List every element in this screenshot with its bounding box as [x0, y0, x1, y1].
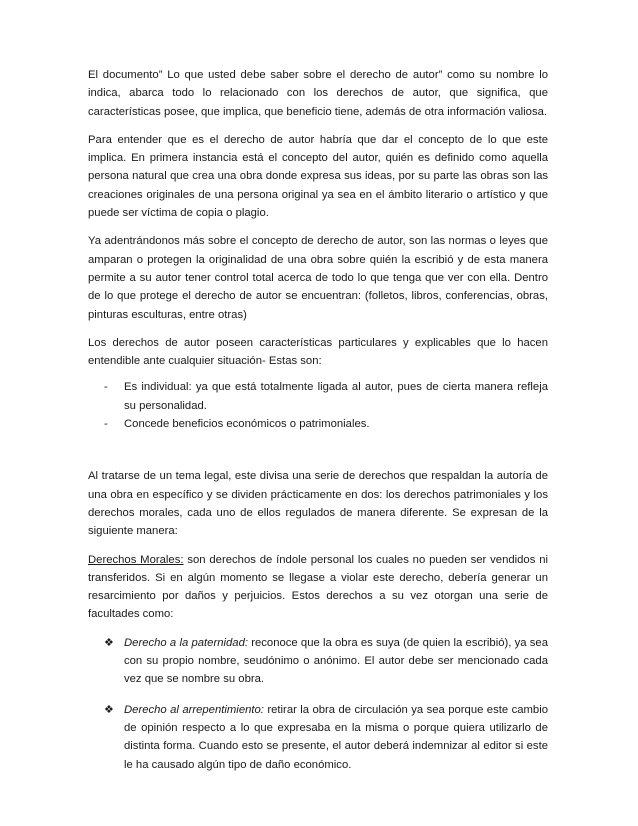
faculties-list: [88, 634, 548, 774]
dash-marker: -: [104, 381, 108, 394]
paragraph-legal: Al tratarse de un tema legal, este divisa una serie de derechos que respaldan la autoría de una obra en específico y se dividen prácticamente en dos: los derechos patrimoniales y los derechos morales, cada uno de ellos regulados de manera diferente. Se expresan de la siguiente manera:: [88, 470, 548, 538]
list-item-text: Es individual: ya que está totalmente ligada al autor, pues de cierta manera refleja su personalidad.: [124, 381, 548, 412]
diamond-bullet-icon: ❖: [104, 636, 114, 649]
list-item: [88, 415, 548, 433]
list-item-text: reconoce que la obra es suya (de quien la escribió), ya sea con su propio nombre, seudónimo o anónimo. El autor debe ser mencionado cada vez que se nombre su obra.: [124, 636, 548, 686]
list-item: [88, 378, 548, 415]
moral-rights-label: Derechos Morales:: [88, 553, 184, 566]
paragraph-moral-rights: [88, 551, 548, 624]
list-item-term: Derecho al arrepentimiento:: [124, 703, 264, 716]
list-item-text: Concede beneficios económicos o patrimoniales.: [124, 418, 370, 431]
paragraph-concept: Para entender que es el derecho de autor habría que dar el concepto de lo que este implica. En primera instancia está el concepto del autor, quién es definido como aquella persona natural que crea una obra donde expresa sus ideas, por su parte las obras son las creaciones originales de una persona original ya sea en el ámbito literario o artístico y que puede ser víctima de copia o plagio.: [88, 133, 548, 220]
list-item-term: Derecho a la paternidad:: [124, 636, 248, 649]
moral-rights-text: son derechos de índole personal los cuales no pueden ser vendidos ni transferidos. Si en algún momento se llegase a violar este derecho, debería generar un resarcimiento por daños y perjuicios. Estos derechos a su vez otorgan una serie de facultades como:: [88, 553, 548, 621]
paragraph-definition: Ya adentrándonos más sobre el concepto de derecho de autor, son las normas o leyes que amparan o protegen la originalidad de una obra sobre quién la escribió y de esta manera permite a su autor tener control total acerca de todo lo que tenga que ver con ella. Dentro de lo que protege el derecho de autor se encuentran: (folletos, libros, conferencias, obras, pinturas esculturas, entre otras): [88, 235, 548, 321]
characteristics-list: [88, 378, 548, 433]
dash-marker: -: [104, 418, 108, 431]
list-item: [88, 701, 548, 774]
list-item: [88, 634, 548, 689]
paragraph-intro: El documento” Lo que usted debe saber sobre el derecho de autor” como su nombre lo indica, abarca todo lo relacionado con los derechos de autor, que significa, que características posee, que implica, que beneficio tiene, además de otra información valiosa.: [88, 69, 548, 118]
diamond-bullet-icon: ❖: [104, 703, 114, 716]
list-item-text: retirar la obra de circulación ya sea porque este cambio de opinión respecto a lo que expresaba en la misma o porque quiera utilizarlo de distinta forma. Cuando esto se presente, el autor deberá indemnizar al editor si este le ha causado algún tipo de daño económico.: [124, 703, 548, 771]
paragraph-characteristics: Los derechos de autor poseen características particulares y explicables que lo hacen entendible ante cualquier situación- Estas son:: [88, 336, 548, 368]
document-body: [88, 66, 548, 786]
